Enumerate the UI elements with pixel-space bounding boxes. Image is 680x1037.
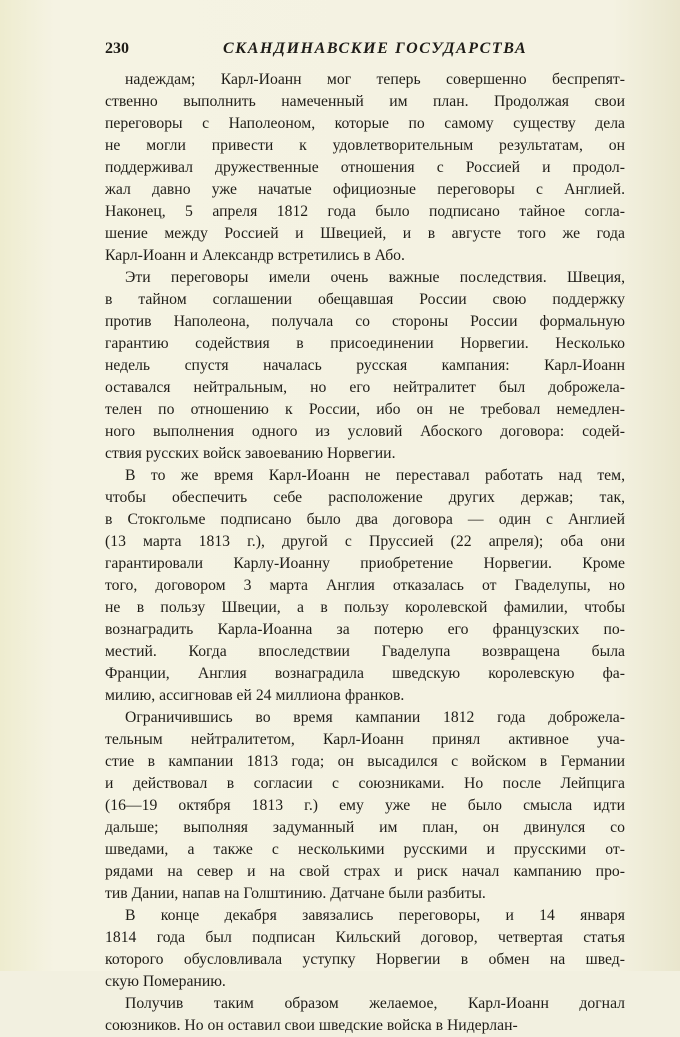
text-line: поддерживал дружественные отношения с Россией и продол- bbox=[105, 159, 625, 176]
text-line: против Наполеона, получала со стороны России формальную bbox=[105, 313, 625, 330]
text-line: рядами на север и на свой страх и риск начал кампанию про- bbox=[105, 863, 625, 880]
paragraph bbox=[105, 905, 625, 993]
running-title: СКАНДИНАВСКИЕ ГОСУДАРСТВА bbox=[223, 40, 528, 57]
text-line: (16—19 октября 1813 г.) ему уже не было смысла идти bbox=[105, 797, 625, 814]
paragraph bbox=[105, 465, 625, 707]
text-line: Франции, Англия вознаградила шведскую королевскую фа- bbox=[105, 665, 625, 682]
text-line: недель спустя началась русская кампания: Карл-Иоанн bbox=[105, 357, 625, 374]
text-line: гарантировали Карлу-Иоанну приобретение Норвегии. Кроме bbox=[105, 555, 625, 572]
text-line: ного выполнения одного из условий Абоского договора: содей- bbox=[105, 423, 625, 440]
text-line: которого обусловливала уступку Норвегии в обмен на швед- bbox=[105, 951, 625, 968]
text-line: и действовал в согласии с союзниками. Но после Лейпцига bbox=[105, 775, 625, 792]
text-line: тельным нейтралитетом, Карл-Иоанн принял активное уча- bbox=[105, 731, 625, 748]
text-line: Наконец, 5 апреля 1812 года было подписано тайное согла- bbox=[105, 203, 625, 220]
text-line: союзников. Но он оставил свои шведские войска в Нидерлан- bbox=[105, 1017, 518, 1034]
text-line: гарантию содействия в присоединении Норвегии. Несколько bbox=[105, 335, 625, 352]
paragraph bbox=[105, 707, 625, 905]
text-line: Получив таким образом желаемое, Карл-Иоанн догнал bbox=[125, 995, 625, 1012]
text-line: 1814 года был подписан Кильский договор, четвертая статья bbox=[105, 929, 625, 946]
text-line: Ограничившись во время кампании 1812 года доброжела- bbox=[125, 709, 625, 726]
text-line: чтобы обеспечить себе расположение других держав; так, bbox=[105, 489, 625, 506]
text-line: Карл-Иоанн и Александр встретились в Або. bbox=[105, 247, 405, 264]
text-line: милию, ассигновав ей 24 миллиона франков. bbox=[105, 687, 405, 704]
text-line: в тайном соглашении обещавшая России свою поддержку bbox=[105, 291, 625, 308]
text-line: переговоры с Наполеоном, которые по самому существу дела bbox=[105, 115, 625, 132]
text-line: в Стокгольме подписано было два договора — один с Англией bbox=[105, 511, 625, 528]
text-line: тив Дании, напав на Голштинию. Датчане были разбиты. bbox=[105, 885, 486, 902]
text-line: Эти переговоры имели очень важные последствия. Швеция, bbox=[125, 269, 625, 286]
text-line: В то же время Карл-Иоанн не переставал работать над тем, bbox=[125, 467, 625, 484]
text-line: ственно выполнить намеченный им план. Продолжая свои bbox=[105, 93, 625, 110]
text-line: местий. Когда впоследствии Гваделупа возвращена была bbox=[105, 643, 625, 660]
text-line: не в пользу Швеции, а в пользу королевской фамилии, чтобы bbox=[105, 599, 625, 616]
text-line: шение между Россией и Швецией, и в августе того же года bbox=[105, 225, 625, 242]
text-line: вознаградить Карла-Иоанна за потерю его французских по- bbox=[105, 621, 625, 638]
text-line: надеждам; Карл-Иоанн мог теперь совершенно беспрепят- bbox=[125, 71, 625, 88]
paragraph bbox=[105, 993, 625, 1037]
text-line: шведами, а также с несколькими русскими и прусскими от- bbox=[105, 841, 625, 858]
text-line: стие в кампании 1813 года; он высадился с войском в Германии bbox=[105, 753, 625, 770]
text-line: оставался нейтральным, но его нейтралитет был доброжела- bbox=[105, 379, 625, 396]
text-line: жал давно уже начатые официозные переговоры с Англией. bbox=[105, 181, 625, 198]
text-line: того, договором 3 марта Англия отказалась от Гваделупы, но bbox=[105, 577, 625, 594]
paragraph bbox=[105, 267, 625, 465]
text-line: дальше; выполняя задуманный им план, он двинулся со bbox=[105, 819, 625, 836]
text-line: В конце декабря завязались переговоры, и 14 января bbox=[125, 907, 625, 924]
text-line: ствия русских войск завоеванию Норвегии. bbox=[105, 445, 396, 462]
paragraph bbox=[105, 69, 625, 267]
text-line: телен по отношению к России, ибо он не требовал немедлен- bbox=[105, 401, 625, 418]
text-line: скую Померанию. bbox=[105, 973, 226, 990]
page-body-text bbox=[105, 69, 625, 1037]
text-line: не могли привести к удовлетворительным результатам, он bbox=[105, 137, 625, 154]
page-number: 230 bbox=[105, 40, 129, 57]
page-header bbox=[105, 40, 625, 62]
text-line: (13 марта 1813 г.), другой с Пруссией (22 апреля); оба они bbox=[105, 533, 625, 550]
